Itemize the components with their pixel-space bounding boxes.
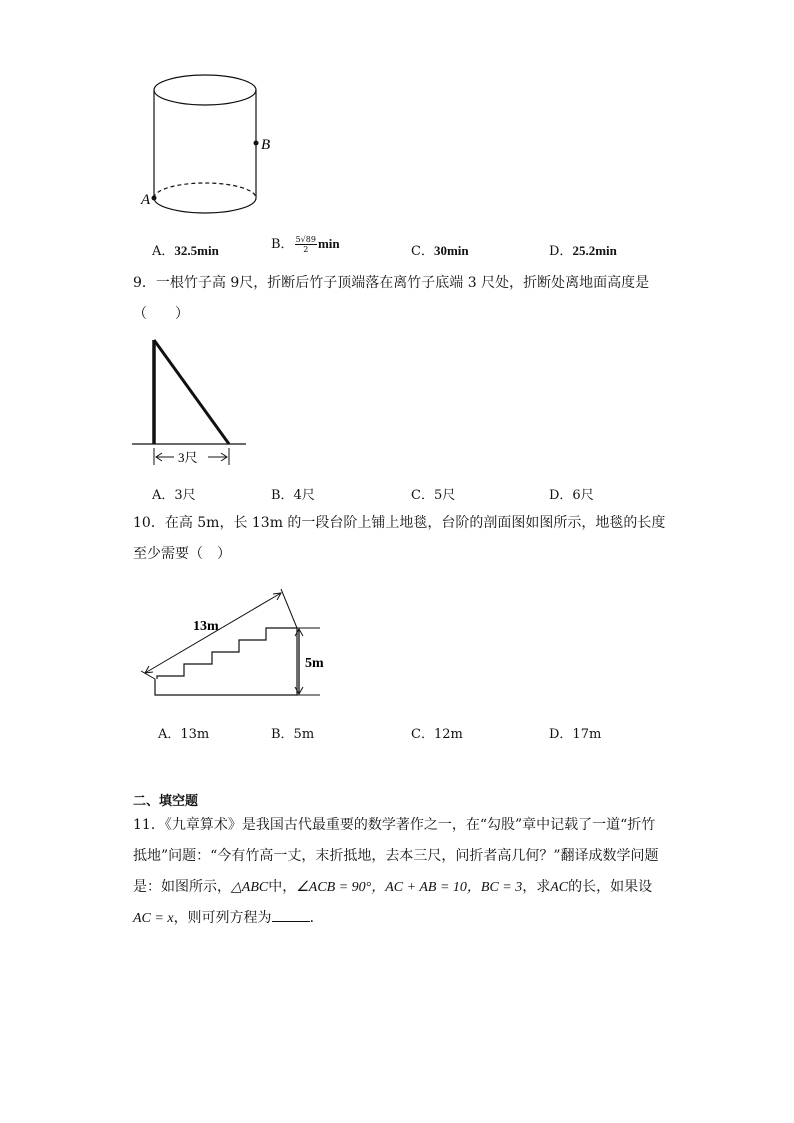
q8-option-c[interactable]: C．30min — [411, 243, 469, 259]
slant-ext-top — [281, 589, 297, 628]
cylinder-figure — [135, 70, 285, 220]
cylinder-bottom-back — [154, 183, 256, 198]
point-b — [254, 141, 259, 146]
dim-label: 3尺 — [178, 450, 198, 465]
section-title: 二、填空题 — [133, 794, 199, 809]
bamboo-figure — [130, 335, 250, 470]
q10-option-c[interactable]: C．12m — [411, 727, 463, 742]
label-a: A — [141, 192, 151, 208]
fraction: $\frac{5√89}{2}$ — [295, 235, 316, 254]
q8-option-a[interactable]: A．32.5min — [152, 243, 219, 259]
staircase-outline — [155, 628, 297, 695]
staircase-figure — [135, 583, 335, 703]
q9-option-b[interactable]: B．4尺 — [271, 488, 315, 503]
cylinder-bottom-front — [154, 198, 256, 213]
q10-option-b[interactable]: B．5m — [271, 727, 315, 742]
cylinder-top-ellipse — [154, 75, 256, 105]
q9-option-a[interactable]: A．3尺 — [152, 488, 196, 503]
q9-option-c[interactable]: C．5尺 — [411, 488, 456, 503]
q10-option-d[interactable]: D．17m — [549, 727, 602, 742]
q10-option-a[interactable]: A．13m — [158, 727, 210, 742]
q10-stem: 10．在高 5m，长 13m 的一段台阶上铺上地毯，台阶的剖面图如图所示，地毯的长度 至少需要（ ） — [133, 515, 666, 562]
q8-option-d[interactable]: D．25.2min — [549, 243, 617, 259]
slant-label: 13m — [193, 619, 219, 634]
point-a — [152, 196, 157, 201]
q9-option-d[interactable]: D．6尺 — [549, 488, 594, 503]
label-b: B — [261, 137, 271, 153]
bamboo-broken-part — [154, 340, 229, 444]
q11-stem: 11．《九章算术》是我国古代最重要的数学著作之一，在“勾股”章中记载了一道“折竹 抵地”问题：“今有竹高一丈，末折抵地，去本三尺，问折者高几何？”翻译成数学问题 是：如图所示，△ABC中，∠ACB = 90°，AC + AB = 10，BC = 3，求AC的长，如果设 AC = x，则可列方程为 ． — [133, 817, 659, 926]
answer-blank[interactable] — [272, 907, 310, 922]
q9-stem: 9．一根竹子高 9尺，折断后竹子顶端落在离竹子底端 3 尺处，折断处离地面高度是 （ ） — [133, 275, 650, 322]
height-label: 5m — [305, 656, 324, 671]
q8-option-b[interactable]: B． $\frac{5√89}{2}$ min — [271, 235, 340, 254]
